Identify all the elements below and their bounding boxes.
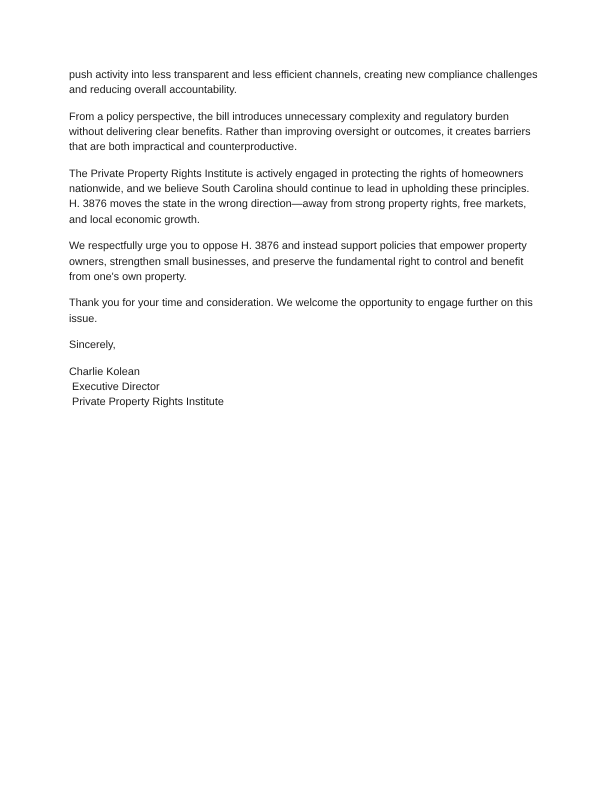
body-paragraph-2: From a policy perspective, the bill introduces unnecessary complexity and regulatory burden without delivering clear benefits. Rather than improving oversight or outcomes, it creates barriers that are both impractical and counterproductive. [69, 110, 534, 154]
signature-organization: Private Property Rights Institute [69, 396, 224, 409]
body-paragraph-3: The Private Property Rights Institute is actively engaged in protecting the rights of homeowners nationwide, and we believe South Carolina should continue to lead in upholding these principles. H. 3876 moves the state in the wrong direction—away from strong property rights, free markets, and local economic growth. [69, 168, 533, 226]
signature-title: Executive Director [69, 381, 160, 394]
signature-name: Charlie Kolean [69, 366, 140, 379]
closing-salutation: Sincerely, [69, 339, 116, 352]
body-paragraph-4: We respectfully urge you to oppose H. 3876 and instead support policies that empower property owners, strengthen small businesses, and preserve the fundamental right to control and benefit from one's own property. [69, 240, 530, 283]
letter-body [69, 68, 543, 411]
body-paragraph-1: push activity into less transparent and less efficient channels, creating new compliance challenges and reducing overall accountability. [69, 69, 541, 97]
body-paragraph-5: Thank you for your time and consideration. We welcome the opportunity to engage further on this issue. [69, 297, 536, 325]
signature-block [69, 365, 543, 411]
